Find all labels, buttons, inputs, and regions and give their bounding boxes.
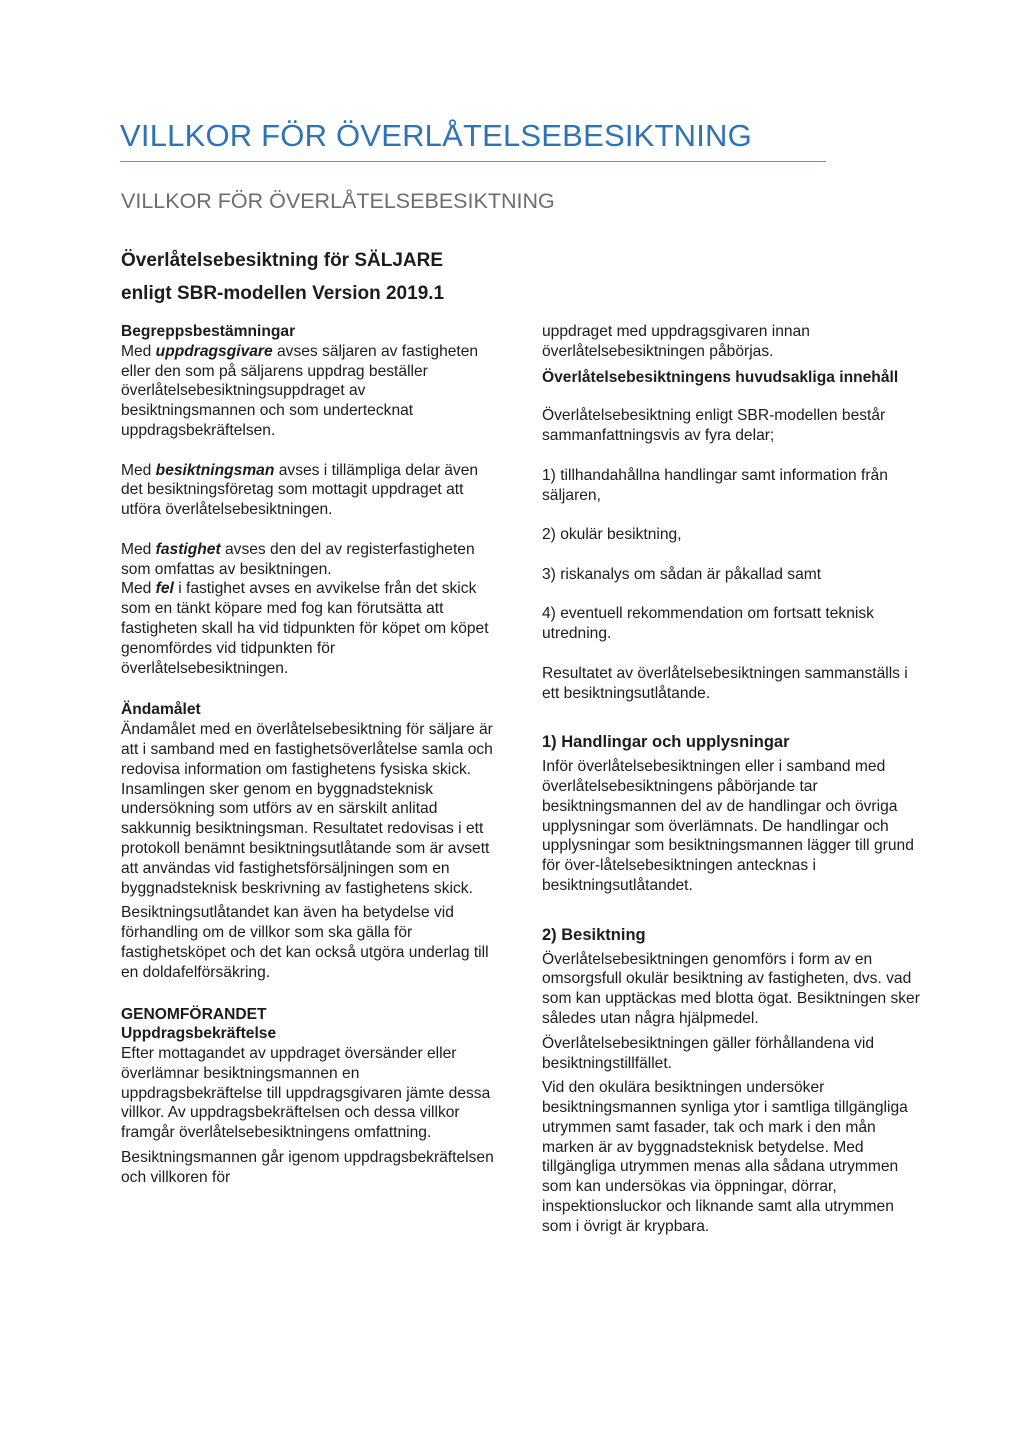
definition-text: avses i tillämpliga delar även det besiktningsföretag som mottagit uppdraget att utföra överlåtelsebesiktningen.	[121, 461, 479, 519]
purpose-heading: Ändamålet	[121, 701, 201, 719]
section-heading	[121, 244, 444, 310]
content-item-3: 3) riskanalys om sådan är påkallad samt	[542, 565, 822, 583]
besiktning-heading: 2) Besiktning	[542, 925, 646, 944]
besiktning-paragraph: Överlåtelsebesiktningen gäller förhållandena vid besiktningstillfället.	[542, 1034, 875, 1072]
definition-uppdragsgivare	[121, 342, 501, 441]
document-title: VILLKOR FÖR ÖVERLÅTELSEBESIKTNING	[120, 118, 752, 153]
content-item-2: 2) okulär besiktning,	[542, 526, 682, 544]
title-underline	[120, 161, 826, 162]
besiktning-paragraph: Överlåtelsebesiktningen genomförs i form av en omsorgsfull okulär besiktning av fastigheten, dvs. vad som kan upptäckas med blotta ögat. Besiktningen sker således utan några hjälpmedel.	[542, 950, 920, 1027]
left-column	[121, 322, 501, 1188]
uppdragsbekraftelse-paragraph: Besiktningsmannen går igenom uppdragsbekräftelsen och villkoren för	[121, 1149, 494, 1186]
definition-term: fel	[155, 580, 174, 598]
definition-term: fastighet	[155, 540, 221, 558]
definition-term: besiktningsman	[155, 461, 275, 479]
definition-besiktningsman	[121, 461, 501, 520]
content-heading: Överlåtelsebesiktningens huvudsakliga innehåll	[542, 368, 899, 386]
definition-text: avses säljaren av fastigheten eller den som på säljarens uppdrag beställer överlåtelsebesiktningsuppdraget av besiktningsmannen och som undertecknat uppdragsbekräftelsen.	[121, 342, 479, 439]
purpose-paragraph: Besiktningsutlåtandet kan även ha betydelse vid förhandling om de villkor som ska gälla för fastighetsköpet och det kan också utgöra underlag till en doldafelförsäkring.	[121, 904, 489, 981]
content-item-1: 1) tillhandahållna handlingar samt information från säljaren,	[542, 466, 888, 504]
uppdragsbekraftelse-heading: Uppdragsbekräftelse	[121, 1025, 277, 1043]
purpose-paragraph: Ändamålet med en överlåtelsebesiktning för säljare är att i samband med en fastighetsöverlåtelse samla och redovisa information om fastighetens fysiska skick. Insamlingen sker genom en byggnadsteknisk undersökning som utförs av en särskilt anlitad sakkunnig besiktningsman. Resultatet redovisas i ett protokoll benämnt besiktningsutlåtande som är avsett att användas vid fastighetsförsäljningen som en byggnadsteknisk beskrivning av fastighetens skick.	[121, 721, 493, 897]
result-paragraph: Resultatet av överlåtelsebesiktningen sammanställs i ett besiktningsutlåtande.	[542, 664, 908, 702]
besiktning-paragraph: Vid den okulära besiktningen undersöker besiktningsmannen synliga ytor i samtliga tillgängliga utrymmen samt fasader, tak och mark i den mån marken är av byggnadsteknisk betydelse. Med tillgängliga utrymmen menas alla sådana utrymmen som kan undersökas via öppningar, dörrar, inspektionsluckor och liknande samt alla utrymmen som i övrigt är krypbara.	[542, 1079, 908, 1235]
genomforandet-heading: GENOMFÖRANDET	[121, 1005, 267, 1023]
definition-term: uppdragsgivare	[155, 342, 273, 360]
definition-text: Med	[121, 461, 156, 479]
definition-fel	[121, 579, 501, 678]
right-column	[542, 322, 922, 1237]
section-heading-line-2: enligt SBR-modellen Version 2019.1	[121, 283, 445, 304]
definition-text: Med	[121, 580, 156, 598]
content-item-4: 4) eventuell rekommendation om fortsatt teknisk utredning.	[542, 605, 874, 643]
uppdragsbekraftelse-paragraph: Efter mottagandet av uppdraget översänder eller överlämnar besiktningsmannen en uppdragsbekräftelse till uppdragsgivaren jämte dessa villkor. Av uppdragsbekräftelsen och dessa villkor framgår överlåtelsebesiktningens omfattning.	[121, 1045, 491, 1142]
handlingar-heading: 1) Handlingar och upplysningar	[542, 733, 790, 752]
document-subtitle: VILLKOR FÖR ÖVERLÅTELSEBESIKTNING	[121, 189, 555, 213]
definition-fastighet	[121, 540, 501, 580]
section-heading-line-1: Överlåtelsebesiktning för SÄLJARE	[121, 250, 444, 271]
definition-text: avses den del av registerfastigheten som omfattas av besiktningen.	[121, 540, 475, 578]
handlingar-paragraph: Inför överlåtelsebesiktningen eller i samband med överlåtelsebesiktningens påbörjande tar besiktningsmannen del av de handlingar och övriga upplysningar som överlämnats. De handlingar och upplysningar som besiktningsmannen lägger till grund för över-låtelsebesiktningen antecknas i besiktningsutlåtandet.	[542, 758, 914, 894]
definition-text: i fastighet avses en avvikelse från det skick som en tänkt köpare med fog kan förutsätta att fastigheten skall ha vid tidpunkten för köpet om köpet genomfördes vid tidpunkten för överlåtelsebesiktningen.	[121, 580, 489, 677]
continuation-paragraph: uppdraget med uppdragsgivaren innan överlåtelsebesiktningen påbörjas.	[542, 323, 810, 360]
definition-text: Med	[121, 342, 156, 360]
definitions-heading: Begreppsbestämningar	[121, 323, 296, 340]
definition-text: Med	[121, 540, 156, 558]
content-intro: Överlåtelsebesiktning enligt SBR-modellen består sammanfattningsvis av fyra delar;	[542, 407, 886, 445]
